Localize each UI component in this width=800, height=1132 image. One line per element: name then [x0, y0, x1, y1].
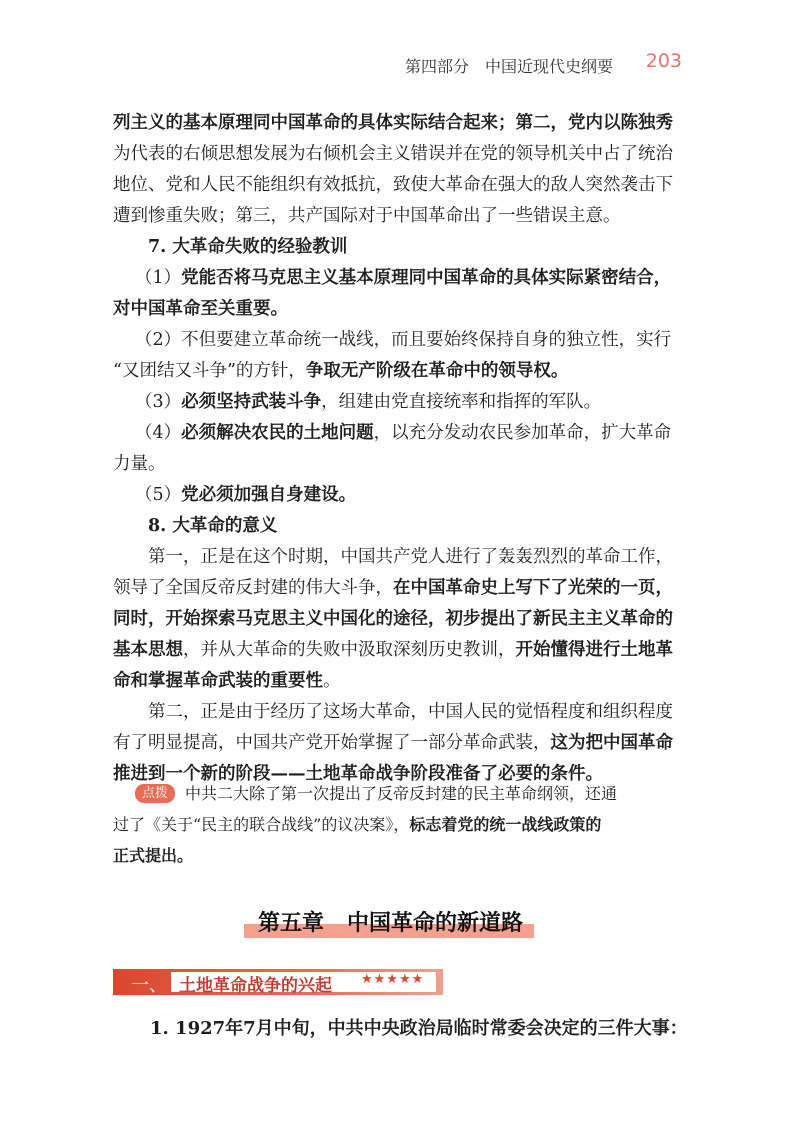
text-line: 对中国革命至关重要。 [113, 299, 288, 319]
section-title: 土地革命战争的兴起 [179, 976, 332, 996]
running-header [405, 50, 690, 80]
text-span-bold: 命和掌握革命武装的重要性 [113, 671, 323, 691]
text-line: 地位、党和人民不能组织有效抵抗，致使大革命在强大的敌人突然袭击下 [113, 175, 673, 195]
tip-line [113, 809, 673, 840]
text-line: 列主义的基本原理同中国革命的具体实际结合起来；第二，党内以陈独秀 [113, 113, 673, 133]
item-number: （5） [135, 485, 182, 505]
item-text-bold: 必须坚持武装斗争 [181, 392, 322, 412]
section-heading [113, 969, 443, 997]
item-number: （3） [135, 392, 182, 412]
tip-box [113, 778, 673, 871]
text-line [113, 728, 673, 759]
text-span-bold: 这为把中国革命 [550, 733, 673, 753]
list-item [113, 418, 673, 449]
tip-text: 过了《关于“民主的联合战线”的议决案》， [113, 815, 410, 834]
text-line [113, 635, 673, 666]
list-item [113, 387, 673, 418]
heading-7: 7. 大革命失败的经验教训 [148, 237, 348, 257]
text-span: 有了明显提高，中国共产党开始掌握了一部分革命武装， [113, 733, 551, 753]
header-part: 第四部分 [405, 57, 470, 76]
item-text: ，组建由党直接统率和指挥的军队。 [321, 392, 602, 412]
text-span: 领导了全国反帝反封建的伟大斗争， [113, 578, 393, 598]
item-number: （2） [135, 330, 182, 350]
text-span: ，并从大革命的失败中汲取深刻历史教训， [183, 640, 516, 660]
list-item [113, 263, 673, 294]
star-rating-icon: ★★★★★ [361, 972, 425, 987]
chapter-name: 中国革命的新道路 [347, 911, 524, 936]
chapter-text [258, 906, 523, 937]
text-span-bold: 开始懂得进行土地革 [515, 640, 673, 660]
text-line [113, 356, 673, 387]
text-line: 第一，正是在这个时期，中国共产党人进行了轰轰烈烈的革命工作， [148, 547, 673, 567]
tip-text-bold: 标志着党的统一战线政策的 [409, 815, 602, 834]
item-text-bold: 争取无产阶级在革命中的领导权。 [305, 361, 569, 381]
chapter-title [244, 904, 534, 944]
list-item [113, 480, 673, 511]
item-text: “又团结又斗争”的方针， [113, 361, 306, 381]
tip-line [113, 778, 673, 809]
item-text: ，以充分发动农民参加革命，扩大革命 [373, 423, 672, 443]
text-line: 力量。 [113, 454, 166, 474]
item-text: 不但要建立革命统一战线，而且要始终保持自身的独立性，实行 [181, 330, 672, 350]
chapter-label: 第五章 [258, 911, 325, 936]
text-line [113, 573, 673, 604]
item-text: 党能否将马克思主义基本原理同中国革命的具体实际紧密结合， [181, 268, 672, 288]
tip-badge: 点拨 [135, 784, 175, 803]
section-number: 一、 [131, 975, 167, 996]
header-title: 中国近现代史纲要 [485, 57, 614, 76]
list-item [113, 325, 673, 356]
text-span-bold: 在中国革命史上写下了光荣的一页， [393, 578, 673, 598]
text-line: 遭到惨重失败；第三，共产国际对于中国革命出了一些错误主意。 [113, 206, 621, 226]
tip-line: 正式提出。 [113, 846, 194, 865]
main-text [113, 108, 673, 790]
item-text-bold: 必须解决农民的土地问题 [181, 423, 374, 443]
item-number: （1） [135, 268, 182, 288]
text-span: 。 [323, 671, 341, 691]
item-number: （4） [135, 423, 182, 443]
list-item-1927: 1. 1927年7月中旬，中共中央政治局临时常委会决定的三件大事： [150, 1018, 688, 1039]
text-line: 为代表的右倾思想发展为右倾机会主义错误并在党的领导机关中占了统治 [113, 144, 673, 164]
text-line: 第二，正是由于经历了这场大革命，中国人民的觉悟程度和组织程度 [148, 702, 673, 722]
text-line: 推进到一个新的阶段——土地革命战争阶段准备了必要的条件。 [113, 764, 603, 784]
text-span-bold: 基本思想 [113, 640, 183, 660]
heading-8: 8. 大革命的意义 [148, 516, 278, 536]
tip-text: 中共二大除了第一次提出了反帝反封建的民主革命纲领，还通 [185, 784, 618, 803]
page-number: 203 [645, 50, 682, 72]
item-text-bold: 党必须加强自身建设。 [181, 485, 357, 505]
text-line [113, 666, 673, 697]
text-line: 同时，开始探索马克思主义中国化的途径，初步提出了新民主主义革命的 [113, 609, 673, 629]
